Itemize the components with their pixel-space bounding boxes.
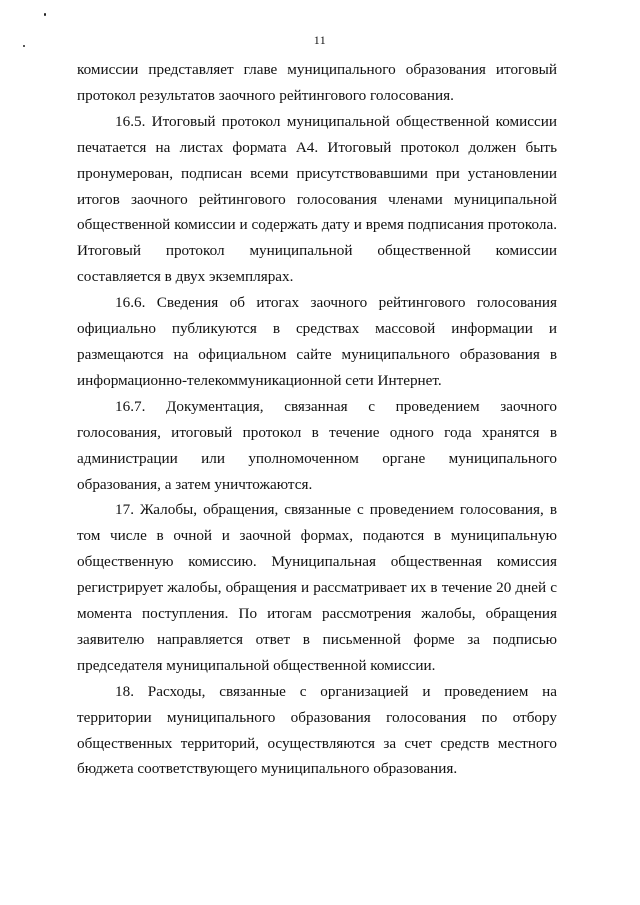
document-body [77, 57, 557, 782]
page-number: 11 [313, 33, 327, 47]
paragraph-16-6: 16.6. Сведения об итогах заочного рейтингового голосования официально публикуются в средствах массовой информации и размещаются на официальном сайте муниципального образования в информационно-телекоммуникационной сети Интернет. [77, 294, 557, 389]
paragraph-17: 17. Жалобы, обращения, связанные с проведением голосования, в том числе в очной и заочной формах, подаются в муниципальную общественную комиссию. Муниципальная общественная комиссия регистрирует жалобы, обращения и рассматривает их в течение 20 дней с момента поступления. По итогам рассмотрения жалобы, обращения заявителю направляется ответ в письменной форме за подписью председателя муниципальной общественной комиссии. [77, 501, 557, 674]
paragraph-16-5: 16.5. Итоговый протокол муниципальной общественной комиссии печатается на листах формата А4. Итоговый протокол должен быть пронумерован, подписан всеми присутствовавшими при установлении итогов заочного рейтингового голосования членами муниципальной общественной комиссии и содержать дату и время подписания протокола. Итоговый протокол муниципальной общественной комиссии составляется в двух экземплярах. [77, 112, 557, 286]
scan-speck [44, 13, 46, 16]
paragraph-16-7: 16.7. Документация, связанная с проведением заочного голосования, итоговый протокол в течение одного года хранятся в администрации или уполномоченном органе муниципального образования, а затем уничтожаются. [77, 397, 557, 493]
paragraph-18: 18. Расходы, связанные с организацией и проведением на территории муниципального образования голосования по отбору общественных территорий, осуществляются за счет средств местного бюджета соответствующего муниципального образования. [77, 682, 557, 778]
paragraph-continuation: комиссии представляет главе муниципального образования итоговый протокол результатов заочного рейтингового голосования. [77, 61, 557, 104]
